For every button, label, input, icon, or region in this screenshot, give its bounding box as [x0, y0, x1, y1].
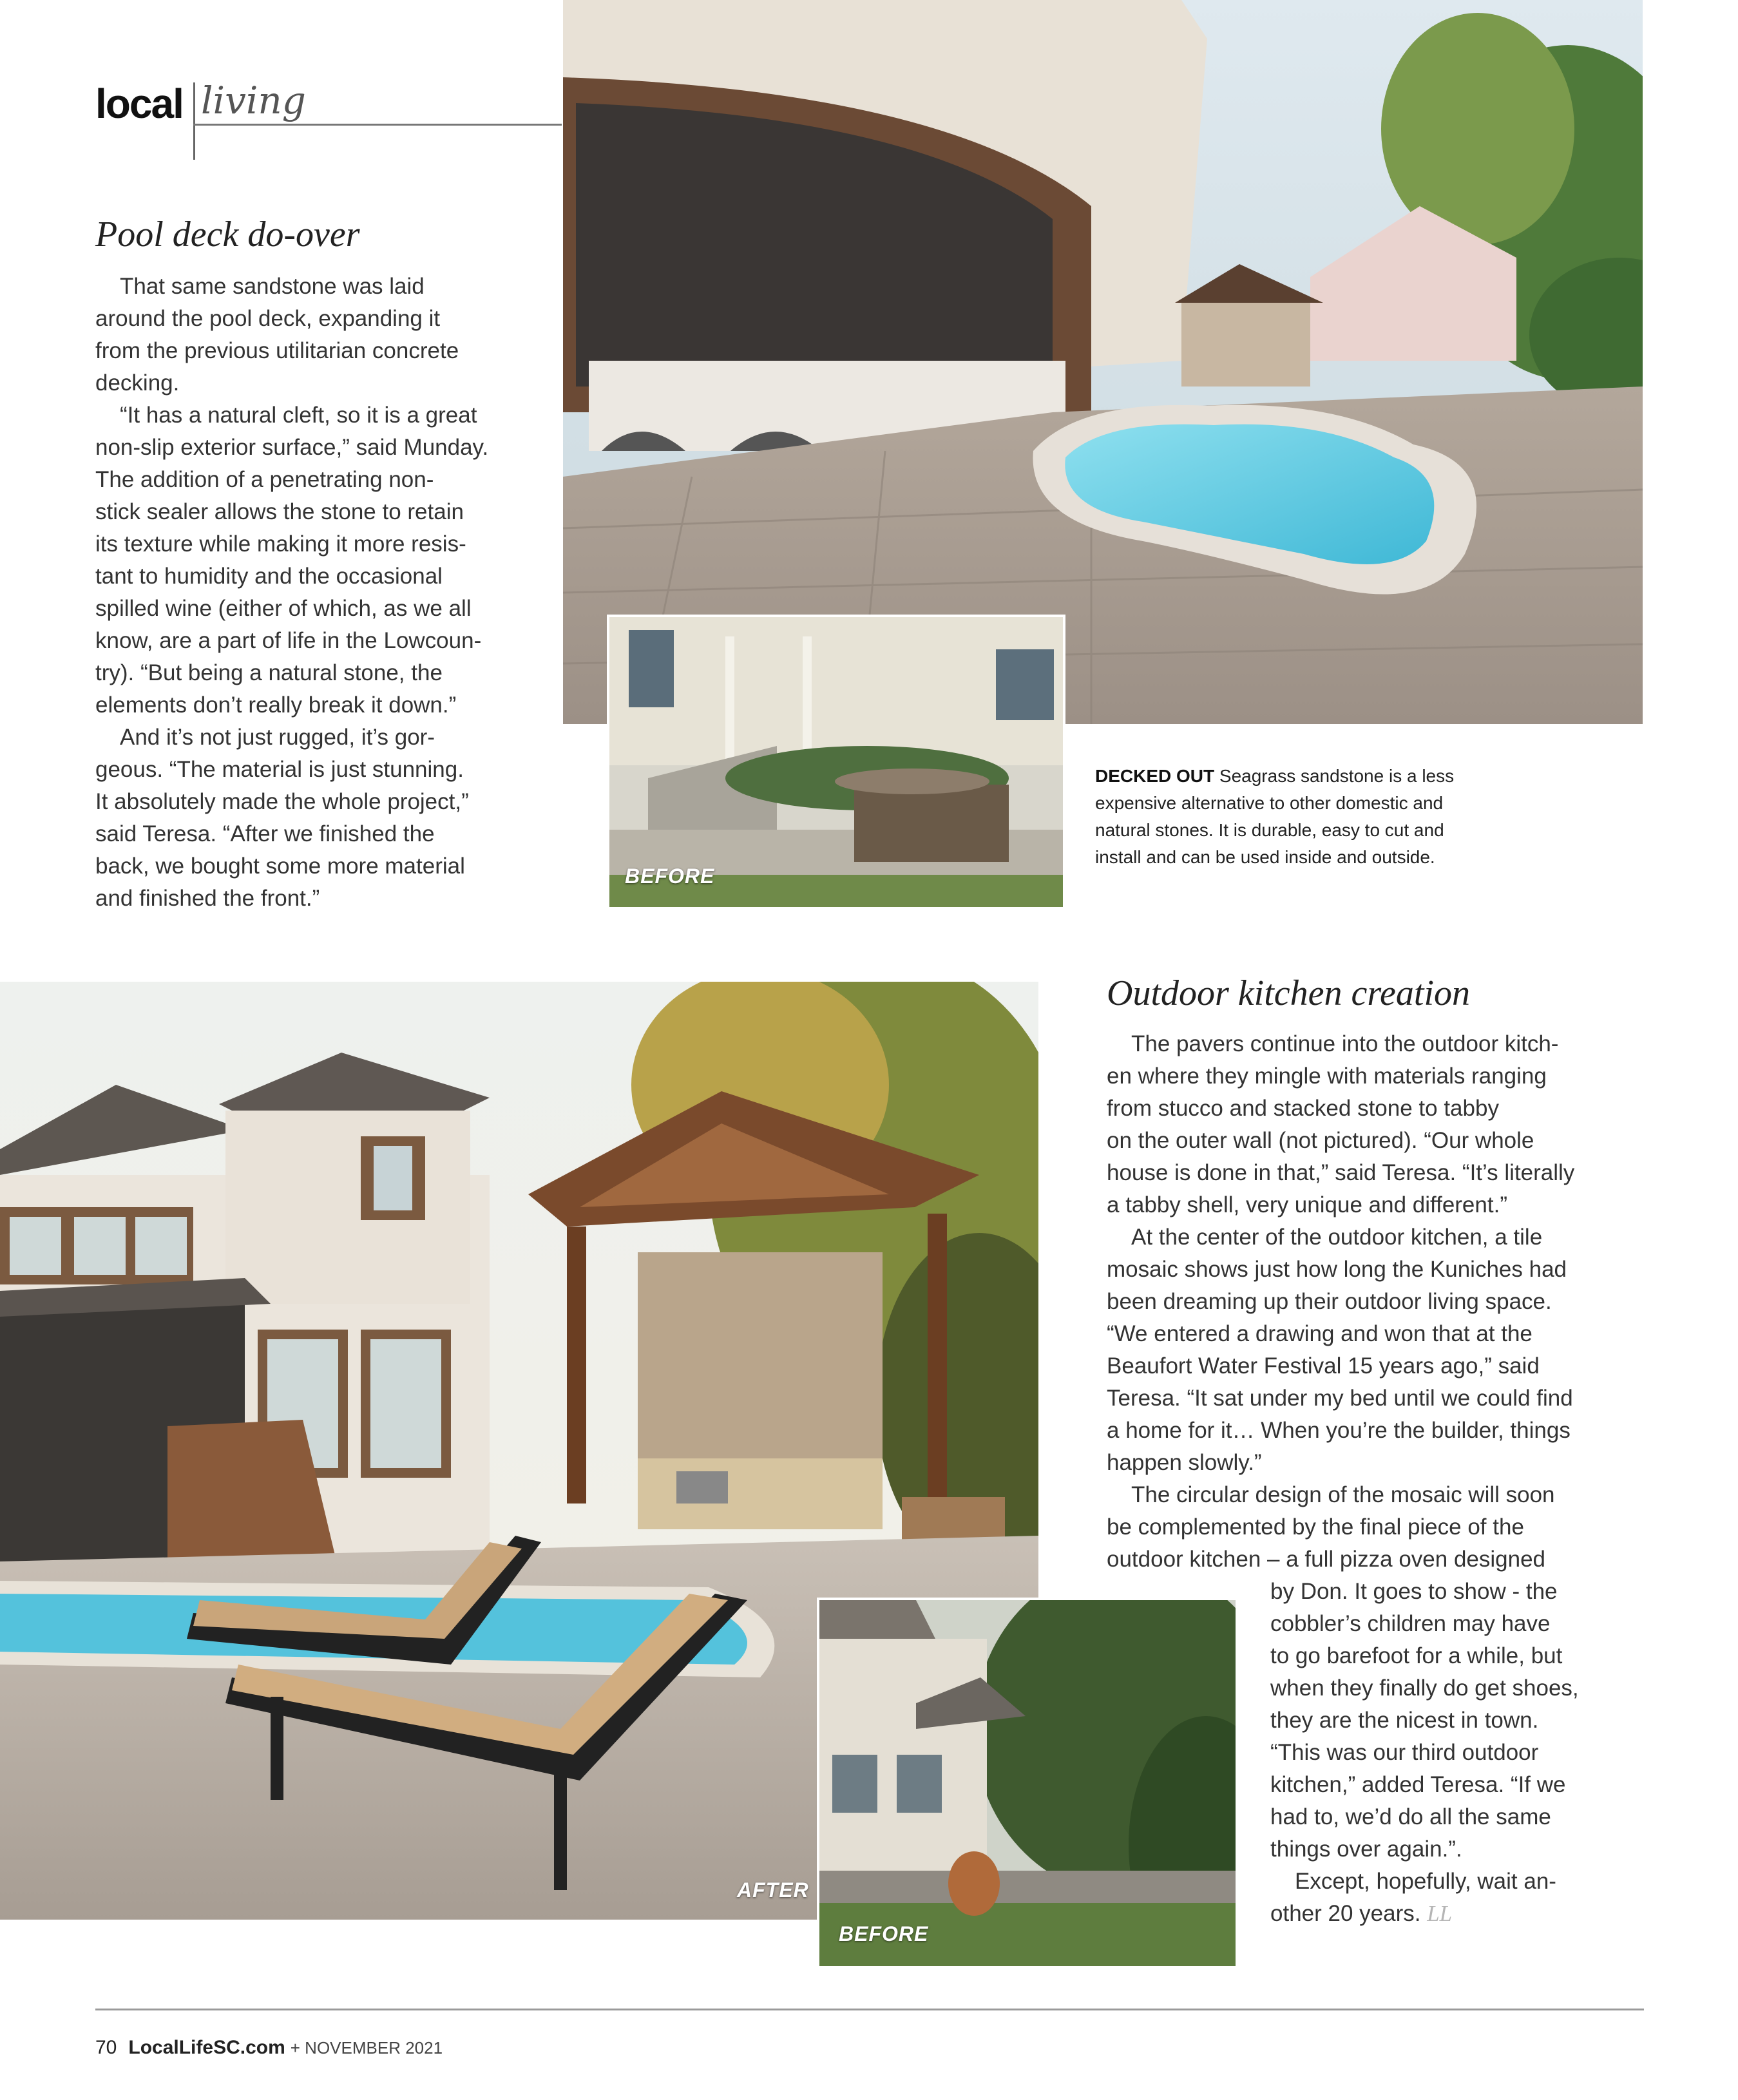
text-line: “It has a natural cleft, so it is a great: [120, 403, 477, 428]
logo-living: living: [201, 79, 306, 122]
caption-line: Seagrass sandstone is a less: [1219, 766, 1455, 786]
text-line: to go barefoot for a while, but: [1270, 1643, 1563, 1668]
text-line: mosaic shows just how long the Kuniches had: [1107, 1257, 1567, 1282]
footer-issue: + NOVEMBER 2021: [290, 2038, 443, 2057]
text-line: Teresa. “It sat under my bed until we could find: [1107, 1386, 1573, 1411]
logo-divider: [193, 82, 195, 160]
caption-line: expensive alternative to other domestic and: [1095, 793, 1444, 813]
text-line: a tabby shell, very unique and different.”: [1107, 1192, 1507, 1217]
section1-body: [95, 271, 488, 915]
text-line: back, we bought some more material: [95, 854, 465, 879]
section2-body: [1107, 1028, 1574, 1576]
caption-line: install and can be used inside and outside.: [1095, 847, 1435, 867]
text-line: Beaufort Water Festival 15 years ago,” said: [1107, 1353, 1540, 1379]
text-line: It absolutely made the whole project,”: [95, 789, 469, 814]
text-line: try). “But being a natural stone, the: [95, 660, 443, 685]
footer: [95, 2037, 443, 2059]
caption-title: DECKED OUT: [1095, 766, 1215, 786]
logo-local: local: [95, 81, 183, 127]
caption-line: natural stones. It is durable, easy to cut and: [1095, 820, 1444, 840]
text-line: outdoor kitchen – a full pizza oven designed: [1107, 1547, 1546, 1572]
text-line: from stucco and stacked stone to tabby: [1107, 1096, 1499, 1121]
heading-outdoor-kitchen: Outdoor kitchen creation: [1107, 973, 1471, 1013]
text-line: they are the nicest in town.: [1270, 1708, 1539, 1733]
before-label-1: BEFORE: [625, 864, 715, 888]
text-line: around the pool deck, expanding it: [95, 306, 441, 331]
footer-rule: [95, 2009, 1644, 2010]
text-line: know, are a part of life in the Lowcoun-: [95, 628, 482, 653]
text-line: been dreaming up their outdoor living space.: [1107, 1289, 1552, 1314]
text-line: spilled wine (either of which, as we all: [95, 596, 472, 621]
header-rule: [193, 124, 562, 126]
text-line: by Don. It goes to show - the: [1270, 1579, 1558, 1604]
section2-last-line: [1270, 1898, 1452, 1930]
text-line: “This was our third outdoor: [1270, 1740, 1539, 1765]
pool-photo: [563, 0, 1643, 724]
text-line: kitchen,” added Teresa. “If we: [1270, 1772, 1566, 1797]
last-line-text: other 20 years.: [1270, 1901, 1421, 1926]
text-line: things over again.”.: [1270, 1837, 1462, 1862]
before-photo-porch: [609, 617, 1063, 907]
text-line: happen slowly.”: [1107, 1450, 1262, 1475]
text-line: and finished the front.”: [95, 886, 320, 911]
photo-caption: [1095, 763, 1454, 871]
before-photo-yard: [819, 1600, 1236, 1966]
text-line: a home for it… When you’re the builder, things: [1107, 1418, 1571, 1443]
heading-pool-deck: Pool deck do-over: [95, 215, 360, 254]
text-line: tant to humidity and the occasional: [95, 564, 443, 589]
text-line: on the outer wall (not pictured). “Our whole: [1107, 1128, 1534, 1153]
text-line: Except, hopefully, wait an-: [1295, 1869, 1556, 1894]
text-line: And it’s not just rugged, it’s gor-: [120, 725, 435, 750]
text-line: At the center of the outdoor kitchen, a tile: [1131, 1225, 1543, 1250]
text-line: decking.: [95, 370, 180, 396]
text-line: when they finally do get shoes,: [1270, 1675, 1579, 1701]
text-line: from the previous utilitarian concrete: [95, 338, 459, 363]
before-label-2: BEFORE: [839, 1922, 929, 1945]
footer-site: LocalLifeSC.com: [128, 2037, 285, 2058]
text-line: elements don’t really break it down.”: [95, 692, 457, 718]
text-line: house is done in that,” said Teresa. “It’s literally: [1107, 1160, 1575, 1185]
page-number: 70: [95, 2037, 117, 2058]
after-label: AFTER: [737, 1878, 809, 1902]
text-line: had to, we’d do all the same: [1270, 1804, 1551, 1829]
author-signature: LL: [1427, 1901, 1453, 1926]
text-line: The pavers continue into the outdoor kitch-: [1131, 1031, 1559, 1056]
text-line: “We entered a drawing and won that at the: [1107, 1321, 1533, 1346]
text-line: geous. “The material is just stunning.: [95, 757, 464, 782]
text-line: be complemented by the final piece of the: [1107, 1514, 1524, 1540]
text-line: its texture while making it more resis-: [95, 531, 466, 557]
text-line: The circular design of the mosaic will soon: [1131, 1482, 1555, 1507]
text-line: stick sealer allows the stone to retain: [95, 499, 464, 524]
text-line: That same sandstone was laid: [120, 274, 425, 299]
text-line: cobbler’s children may have: [1270, 1611, 1551, 1636]
text-line: non-slip exterior surface,” said Munday.: [95, 435, 489, 460]
text-line: said Teresa. “After we finished the: [95, 821, 435, 846]
text-line: The addition of a penetrating non-: [95, 467, 434, 492]
text-line: en where they mingle with materials ranging: [1107, 1064, 1547, 1089]
section2-body-narrow: [1270, 1576, 1579, 1898]
